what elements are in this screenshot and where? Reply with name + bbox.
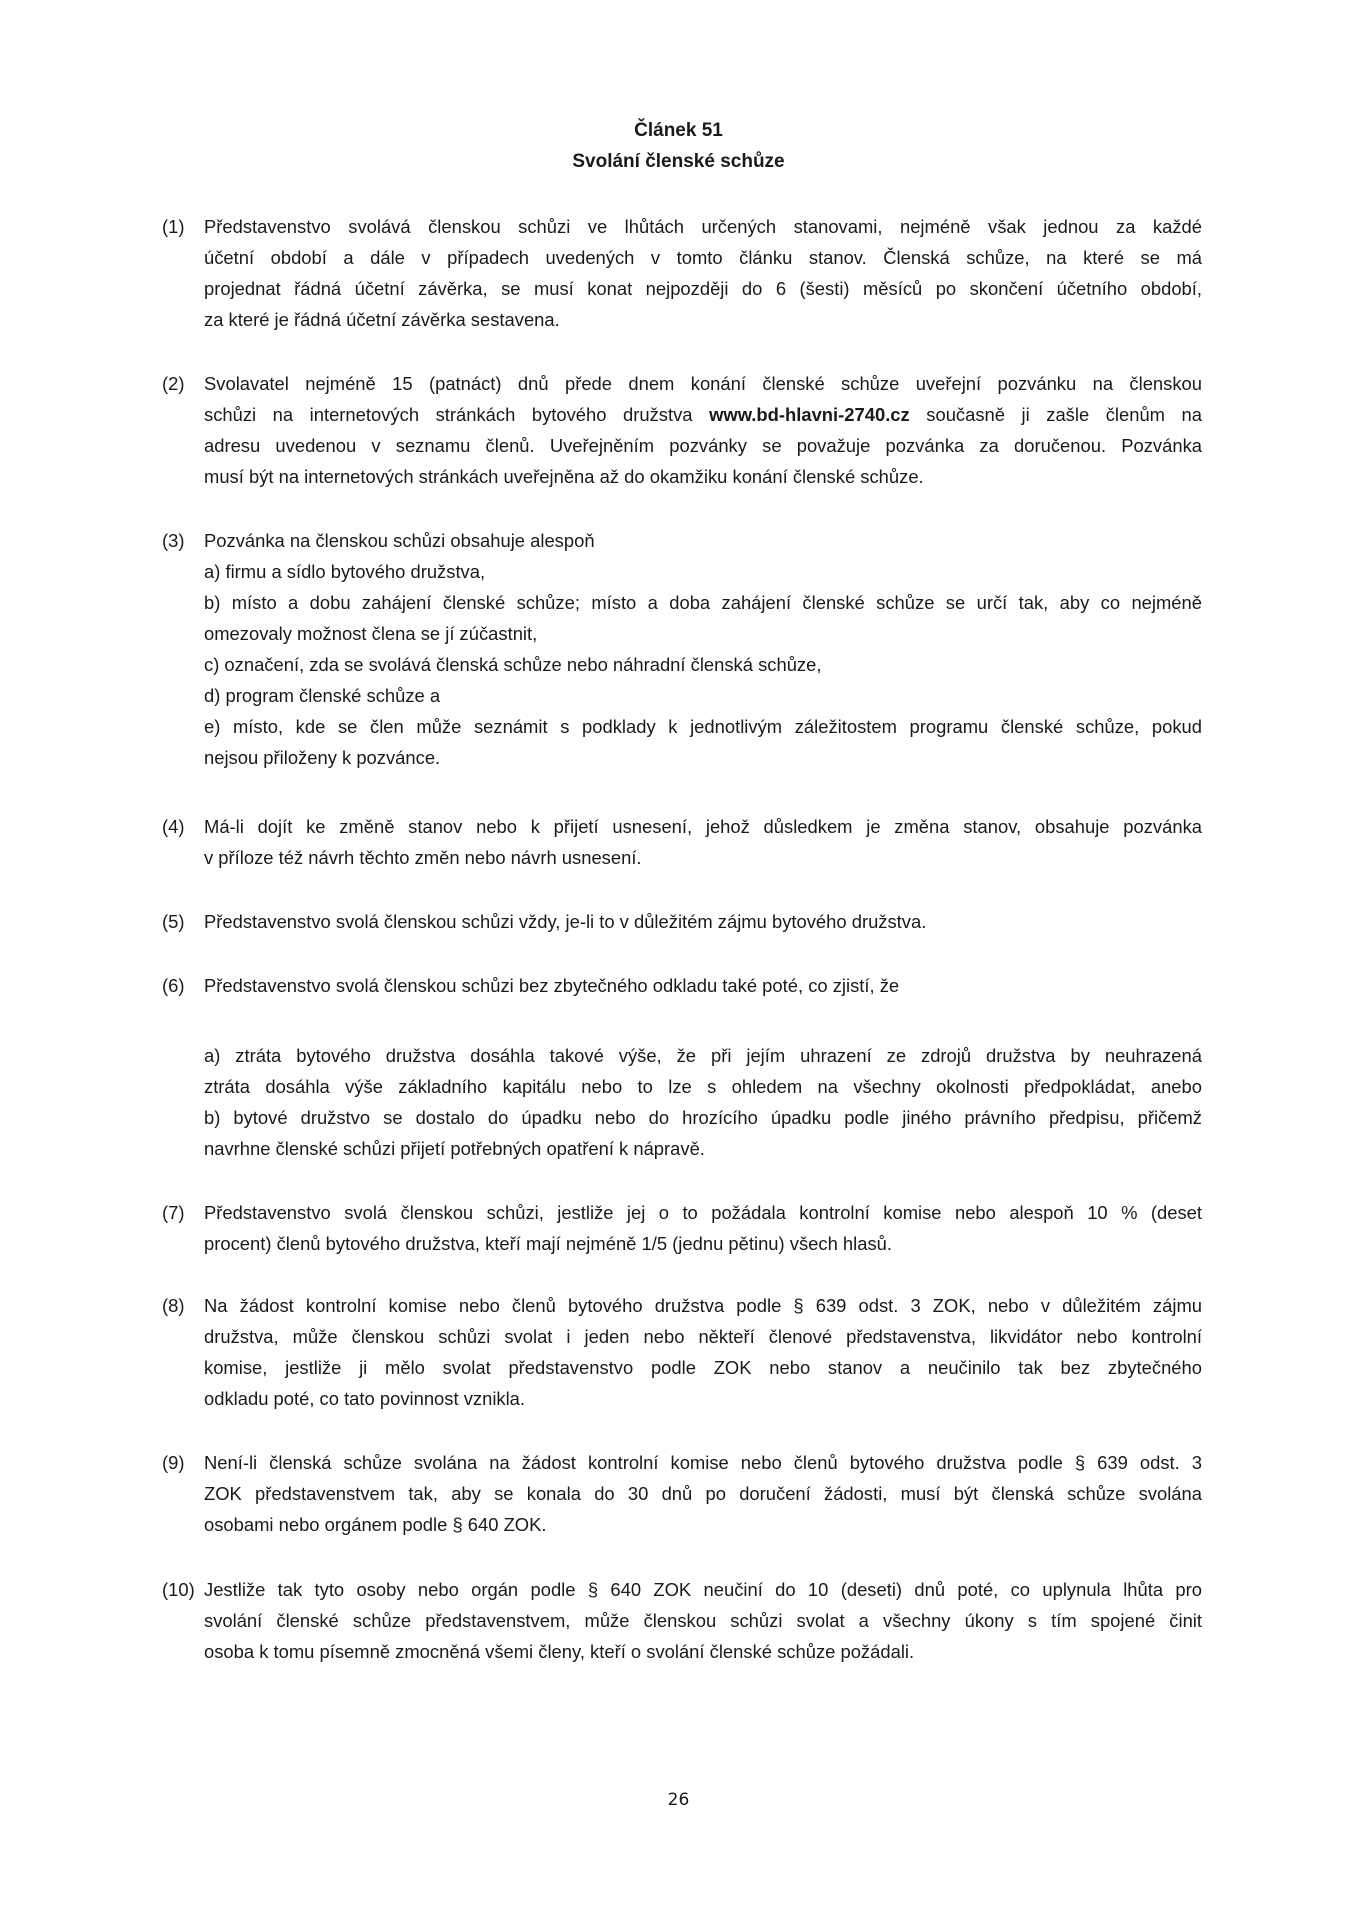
paragraph-3 xyxy=(162,525,1202,773)
paragraph-line: ZOK představenstvem tak, aby se konala do 30 dnů po doručení žádosti, musí být členská schůze svolána xyxy=(204,1483,1202,1504)
paragraph-line: Představenstvo svolává členskou schůzi ve lhůtách určených stanovami, nejméně však jednou za každé xyxy=(204,216,1202,237)
paragraph-line: Na žádost kontrolní komise nebo členů bytového družstva podle § 639 odst. 3 ZOK, nebo v důležitém zájmu xyxy=(204,1295,1202,1316)
paragraph-line: účetní období a dále v případech uvedených v tomto článku stanov. Členská schůze, na které se má xyxy=(204,247,1202,268)
list-item-e: e) místo, kde se člen může seznámit s podklady k jednotlivým záležitostem programu členské schůze, pokud xyxy=(204,716,1202,737)
paragraph-number: (2) xyxy=(162,373,185,394)
paragraph-number: (9) xyxy=(162,1452,185,1473)
paragraph-2 xyxy=(162,368,1202,492)
paragraph-line: Představenstvo svolá členskou schůzi, jestliže jej o to požádala kontrolní komise nebo alespoň 10 % (deset xyxy=(204,1202,1202,1223)
list-item-a: a) firmu a sídlo bytového družstva, xyxy=(204,561,486,582)
paragraph-line: osobami nebo orgánem podle § 640 ZOK. xyxy=(204,1514,547,1535)
paragraph-line: družstva, může členskou schůzi svolat i jeden nebo někteří členové představenstva, likvidátor nebo kontrolní xyxy=(204,1326,1202,1347)
list-item-a-cont: ztráta dosáhla výše základního kapitálu nebo to lze s ohledem na všechny okolnosti předpokládat, anebo xyxy=(204,1076,1202,1097)
paragraph-7 xyxy=(162,1197,1202,1259)
paragraph-line: adresu uvedenou v seznamu členů. Uveřejněním pozvánky se považuje pozvánka za doručenou. Pozvánka xyxy=(204,435,1202,456)
list-item-a: a) ztráta bytového družstva dosáhla takové výše, že při jejím uhrazení ze zdrojů družstva by neuhrazená xyxy=(204,1045,1202,1066)
paragraph-line: Představenstvo svolá členskou schůzi vždy, je-li to v důležitém zájmu bytového družstva. xyxy=(204,911,927,932)
line-text: současně ji zašle členům na xyxy=(909,404,1202,425)
list-item-c: c) označení, zda se svolává členská schůze nebo náhradní členská schůze, xyxy=(204,654,822,675)
paragraph-line: odkladu poté, co tato povinnost vznikla. xyxy=(204,1388,526,1409)
paragraph-line: Má-li dojít ke změně stanov nebo k přijetí usnesení, jehož důsledkem je změna stanov, obsahuje pozvánka xyxy=(204,816,1202,837)
paragraph-number: (3) xyxy=(162,530,185,551)
paragraph-line: za které je řádná účetní závěrka sestavena. xyxy=(204,309,560,330)
paragraph-number: (10) xyxy=(162,1579,195,1600)
page-number: 26 xyxy=(667,1790,690,1810)
paragraph-number: (4) xyxy=(162,816,185,837)
paragraph-number: (1) xyxy=(162,216,185,237)
list-item-b: b) bytové družstvo se dostalo do úpadku nebo do hrozícího úpadku podle jiného právního předpisu, přičemž xyxy=(204,1107,1202,1128)
article-title: Svolání členské schůze xyxy=(572,151,785,172)
paragraph-line: musí být na internetových stránkách uveřejněna až do okamžiku konání členské schůze. xyxy=(204,466,924,487)
paragraph-1 xyxy=(162,211,1202,335)
paragraph-line: komise, jestliže ji mělo svolat představenstvo podle ZOK nebo stanov a neučinilo tak bez zbytečného xyxy=(204,1357,1202,1378)
paragraph-line: Představenstvo svolá členskou schůzi bez zbytečného odkladu také poté, co zjistí, že xyxy=(204,975,900,996)
paragraph-line: Pozvánka na členskou schůzi obsahuje alespoň xyxy=(204,530,595,551)
paragraph-line: osoba k tomu písemně zmocněná všemi členy, kteří o svolání členské schůze požádali. xyxy=(204,1641,915,1662)
paragraph-5 xyxy=(162,906,1202,937)
paragraph-line: Jestliže tak tyto osoby nebo orgán podle § 640 ZOK neučiní do 10 (deseti) dnů poté, co uplynula lhůta pro xyxy=(204,1579,1202,1600)
paragraph-number: (5) xyxy=(162,911,185,932)
paragraph-6 xyxy=(162,970,1202,1001)
website-link[interactable]: www.bd-hlavni-2740.cz xyxy=(709,404,910,425)
paragraph-number: (7) xyxy=(162,1202,185,1223)
list-item-d: d) program členské schůze a xyxy=(204,685,441,706)
article-number: Článek 51 xyxy=(634,120,723,141)
paragraph-number: (8) xyxy=(162,1295,185,1316)
paragraph-line: Svolavatel nejméně 15 (patnáct) dnů přede dnem konání členské schůze uveřejní pozvánku na členskou xyxy=(204,373,1202,394)
paragraph-8 xyxy=(162,1290,1202,1414)
paragraph-6-list xyxy=(162,1040,1202,1164)
paragraph-line: svolání členské schůze představenstvem, může členskou schůzi svolat a všechny úkony s tím spojené činit xyxy=(204,1610,1202,1631)
paragraph-line: Není-li členská schůze svolána na žádost kontrolní komise nebo členů bytového družstva podle § 639 odst. 3 xyxy=(204,1452,1202,1473)
list-item-e-cont: nejsou přiloženy k pozvánce. xyxy=(204,747,441,768)
paragraph-10 xyxy=(162,1574,1202,1667)
list-item-b-cont: omezovaly možnost člena se jí zúčastnit, xyxy=(204,623,538,644)
line-text: schůzi na internetových stránkách bytového družstva xyxy=(204,404,710,425)
paragraph-line xyxy=(204,399,1202,430)
paragraph-4 xyxy=(162,811,1202,873)
paragraph-9 xyxy=(162,1447,1202,1540)
paragraph-line: procent) členů bytového družstva, kteří mají nejméně 1/5 (jednu pětinu) všech hlasů. xyxy=(204,1233,892,1254)
list-item-b: b) místo a dobu zahájení členské schůze; místo a doba zahájení členské schůze se určí tak, aby co nejméně xyxy=(204,592,1202,613)
paragraph-line: projednat řádná účetní závěrka, se musí konat nejpozději do 6 (šesti) měsíců po skončení účetního období, xyxy=(204,278,1202,299)
paragraph-number: (6) xyxy=(162,975,185,996)
paragraph-line: v příloze též návrh těchto změn nebo návrh usnesení. xyxy=(204,847,642,868)
list-item-b-cont: navrhne členské schůzi přijetí potřebných opatření k nápravě. xyxy=(204,1138,705,1159)
